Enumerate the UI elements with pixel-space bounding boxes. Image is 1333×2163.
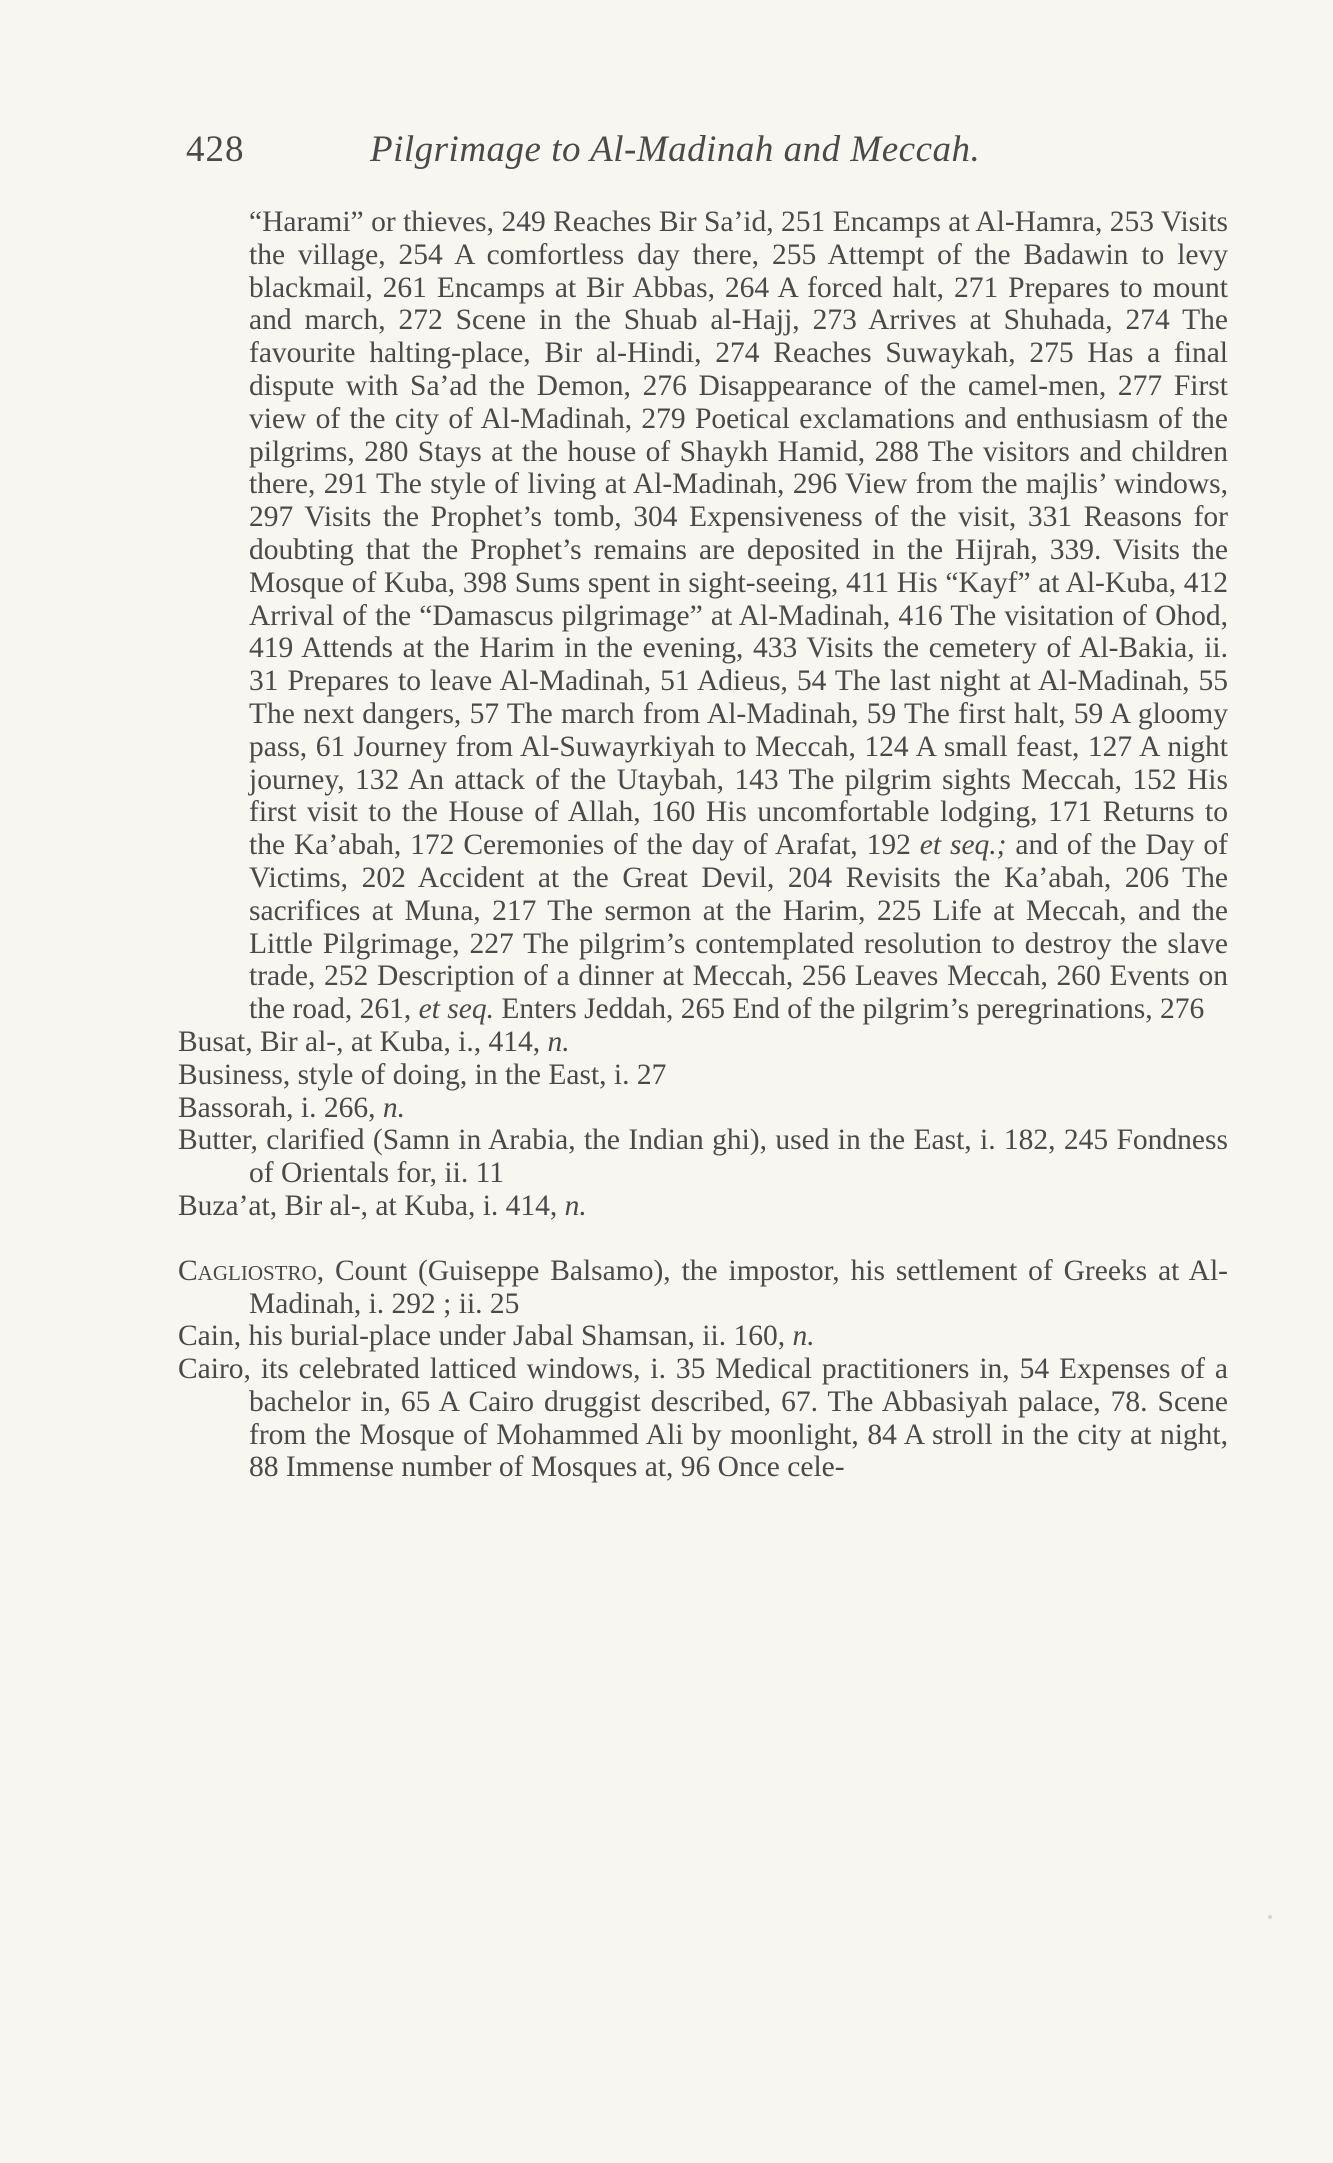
- entry-text: Cairo, its celebrated latticed windows, i. 35 Medical practitioners in, 54 Expenses of a bachelor in, 65 A Cairo druggist described, 67. The Abbasiyah palace, 78. Scene from the Mosque of Mohammed Ali by moonlight, 84 A stroll in the city at night, 88 Immense number of Mosques at, 96 Once cele-: [178, 1353, 1228, 1484]
- index-entry-business: [178, 1059, 1228, 1092]
- index-entry-cagliostro: [178, 1255, 1228, 1321]
- entry-heading: Cagliostro: [178, 1254, 317, 1287]
- entry-text: , Count (Guiseppe Balsamo), the impostor, his settlement of Greeks at Al-Madinah, i. 292 ; ii. 25: [249, 1254, 1228, 1320]
- entry-note: n.: [792, 1320, 815, 1353]
- entry-text: Business, style of doing, in the East, i. 27: [178, 1058, 667, 1091]
- entry-note: n.: [564, 1189, 587, 1222]
- index-entry-busat: [178, 1026, 1228, 1059]
- index-entry-cairo: [178, 1353, 1228, 1484]
- entry-text: Bassorah, i. 266,: [178, 1091, 376, 1124]
- index-entry-burton-continued: [178, 206, 1228, 1026]
- entry-text: Busat, Bir al-, at Kuba, i., 414,: [178, 1025, 541, 1058]
- entry-et-seq: et seq.: [418, 993, 494, 1026]
- running-title: Pilgrimage to Al-Madinah and Meccah.: [370, 129, 981, 170]
- index-entry-buzaat: [178, 1190, 1228, 1223]
- page-number: 428: [186, 129, 245, 170]
- index-entry-cain: [178, 1320, 1228, 1353]
- paper-speck: [1268, 1915, 1272, 1919]
- entry-text: Enters Jeddah, 265 End of the pilgrim’s peregrinations, 276: [493, 993, 1205, 1026]
- entry-note: n.: [382, 1091, 405, 1124]
- entry-text: and of the Day of Victims, 202 Accident at the Great Devil, 204 Revisits the Ka’abah, 206 The sacrifices at Muna, 217 The sermon at the Harim, 225 Life at Meccah, and the Little Pilgrimage, 227 The pilgrim’s contemplated resolution to destroy the slave trade, 252 Description of a dinner at Meccah, 256 Leaves Meccah, 260 Events on the road, 261,: [249, 829, 1229, 1026]
- entry-note: n.: [547, 1025, 570, 1058]
- entry-et-seq: et seq.;: [919, 829, 1007, 862]
- page-header: [186, 124, 1086, 184]
- entry-text: “Harami” or thieves, 249 Reaches Bir Sa’id, 251 Encamps at Al-Hamra, 253 Visits the village, 254 A comfortless day there, 255 Attempt of the Badawin to levy blackmail, 261 Encamps at Bir Abbas, 264 A forced halt, 271 Prepares to mount and march, 272 Scene in the Shuab al-Hajj, 273 Arrives at Shuhada, 274 The favourite halting-place, Bir al-Hindi, 274 Reaches Suwaykah, 275 Has a final dispute with Sa’ad the Demon, 276 Disappearance of the camel-men, 277 First view of the city of Al-Madinah, 279 Poetical exclamations and enthusiasm of the pilgrims, 280 Stays at the house of Shaykh Hamid, 288 The visitors and children there, 291 The style of living at Al-Madinah, 296 View from the majlis’ windows, 297 Visits the Prophet’s tomb, 304 Expensiveness of the visit, 331 Reasons for doubting that the Prophet’s remains are deposited in the Hijrah, 339. Visits the Mosque of Kuba, 398 Sums spent in sight-seeing, 411 His “Kayf” at Al-Kuba, 412 Arrival of the “Damascus pilgrimage” at Al-Madinah, 416 The visitation of Ohod, 419 Attends at the Harim in the evening, 433 Visits the cemetery of Al-Bakia, ii. 31 Prepares to leave Al-Madinah, 51 Adieus, 54 The last night at Al-Madinah, 55 The next dangers, 57 The march from Al-Madinah, 59 The first halt, 59 A gloomy pass, 61 Journey from Al-Suwayrkiyah to Meccah, 124 A small feast, 127 A night journey, 132 An attack of the Utaybah, 143 The pilgrim sights Meccah, 152 His first visit to the House of Allah, 160 His uncomfortable lodging, 171 Returns to the Ka’abah, 172 Ceremonies of the day of Arafat, 192: [249, 206, 1228, 862]
- index-entry-butter: [178, 1124, 1228, 1190]
- index-entry-bassorah: [178, 1092, 1228, 1125]
- entry-text: Cain, his burial-place under Jabal Shamsan, ii. 160,: [178, 1320, 786, 1353]
- entry-text: Butter, clarified (Samn in Arabia, the Indian ghi), used in the East, i. 182, 245 Fondness of Orientals for, ii. 11: [178, 1124, 1228, 1190]
- entry-text: Buza’at, Bir al-, at Kuba, i. 414,: [178, 1189, 558, 1222]
- index-body: [178, 206, 1228, 1484]
